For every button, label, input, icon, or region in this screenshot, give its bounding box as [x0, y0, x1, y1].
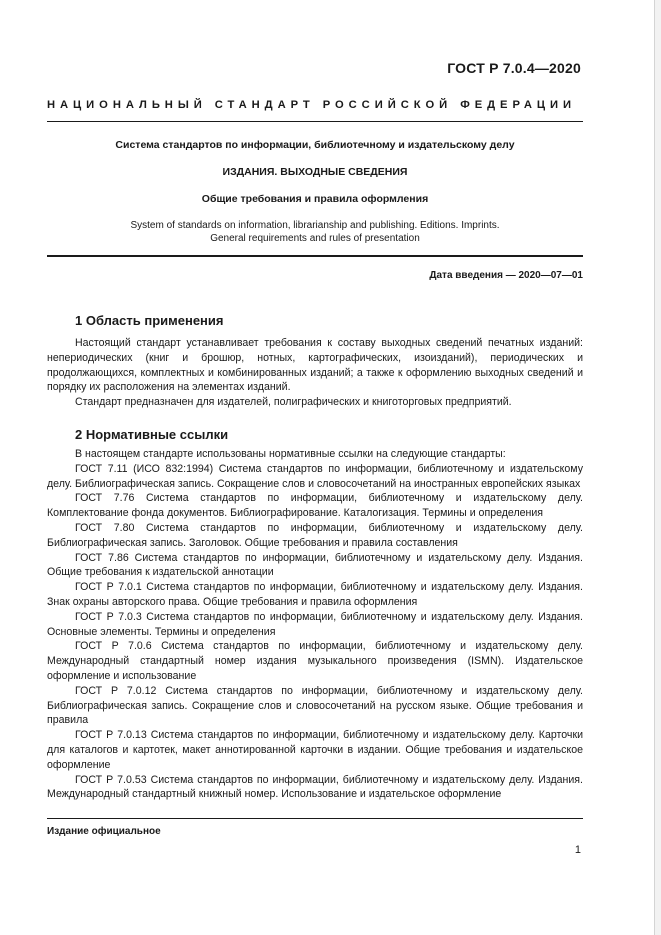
introduction-date: Дата введения — 2020—07—01 — [429, 270, 583, 281]
reference-item: ГОСТ Р 7.0.13 Система стандартов по информации, библиотечному и издательскому делу. Карточки для каталогов и картотек, макет аннотированной карточки в издании. Общие требования и издательское оформление — [47, 729, 583, 771]
paragraph: Стандарт предназначен для издателей, полиграфических и книготорговых предприятий. — [75, 396, 512, 409]
reference-item: ГОСТ Р 7.0.1 Система стандартов по информации, библиотечному и издательскому делу. Издания. Знак охраны авторского права. Общие требования и правила оформления — [47, 581, 583, 608]
section-1-body — [47, 336, 583, 410]
page-number: 1 — [574, 844, 581, 856]
english-title — [47, 220, 583, 245]
reference-item: ГОСТ Р 7.0.12 Система стандартов по информации, библиотечному и издательскому делу. Библиографическая запись. Сокращение слов и словосочетаний на русском языке. Общие требования и правила — [47, 684, 583, 727]
official-edition-label: Издание официальное — [47, 826, 161, 837]
section-2-heading: 2 Нормативные ссылки — [75, 427, 229, 442]
reference-item: ГОСТ Р 7.0.6 Система стандартов по информации, библиотечному и издательскому делу. Международный стандартный номер издания музыкального произведения (ISMN). Издательское оформление и использование — [47, 640, 583, 682]
section-1-heading: 1 Область применения — [75, 313, 224, 328]
english-title-line-2: General requirements and rules of presentation — [210, 232, 420, 244]
reference-item: ГОСТ Р 7.0.3 Система стандартов по информации, библиотечному и издательскому делу. Издания. Основные элементы. Термины и определения — [47, 610, 583, 638]
reference-item: ГОСТ 7.76 Система стандартов по информации, библиотечному и издательскому делу. Комплектование фонда документов. Библиографирование. Каталогизация. Термины и определения — [47, 492, 583, 520]
reference-item: ГОСТ 7.11 (ИСО 832:1994) Система стандартов по информации, библиотечному и издательскому делу. Библиографическая запись. Сокращение слов и словосочетаний на иностранных европейских языках — [47, 462, 583, 490]
national-standard-banner: НАЦИОНАЛЬНЫЙ СТАНДАРТ РОССИЙСКОЙ ФЕДЕРАЦИИ — [47, 99, 577, 111]
standard-code: ГОСТ Р 7.0.4—2020 — [447, 60, 581, 76]
document-subtitle: Общие требования и правила оформления — [201, 193, 429, 205]
reference-item: ГОСТ 7.86 Система стандартов по информации, библиотечному и издательскому делу. Издания. Общие требования к издательской аннотации — [47, 551, 583, 579]
paragraph: В настоящем стандарте использованы нормативные ссылки на следующие стандарты: — [75, 448, 506, 460]
reference-item: ГОСТ Р 7.0.53 Система стандартов по информации, библиотечному и издательскому делу. Издания. Международный стандартный книжный номер. Использование и издательское оформление — [47, 773, 583, 801]
system-title: Система стандартов по информации, библиотечному и издательскому делу — [115, 139, 515, 151]
title-block-rule — [47, 255, 583, 257]
top-rule — [47, 121, 583, 122]
reference-item: ГОСТ 7.80 Система стандартов по информации, библиотечному и издательскому делу. Библиографическая запись. Заголовок. Общие требования и правила составления — [47, 521, 583, 549]
section-2-body — [47, 447, 583, 802]
footer-rule — [47, 818, 583, 819]
page-edge — [654, 0, 661, 935]
document-title: ИЗДАНИЯ. ВЫХОДНЫЕ СВЕДЕНИЯ — [222, 166, 408, 178]
paragraph: Настоящий стандарт устанавливает требования к составу выходных сведений печатных изданий: непериодических (книг и брошюр, нотных, картографических, изоизданий), периодических и продолжающихся, комплектных и комбинированных изданий; а также к оформлению выходных сведений и порядку их расположения на элементах изданий. — [47, 337, 583, 394]
english-title-line-1: System of standards on information, librarianship and publishing. Editions. Imprints. — [130, 220, 500, 231]
